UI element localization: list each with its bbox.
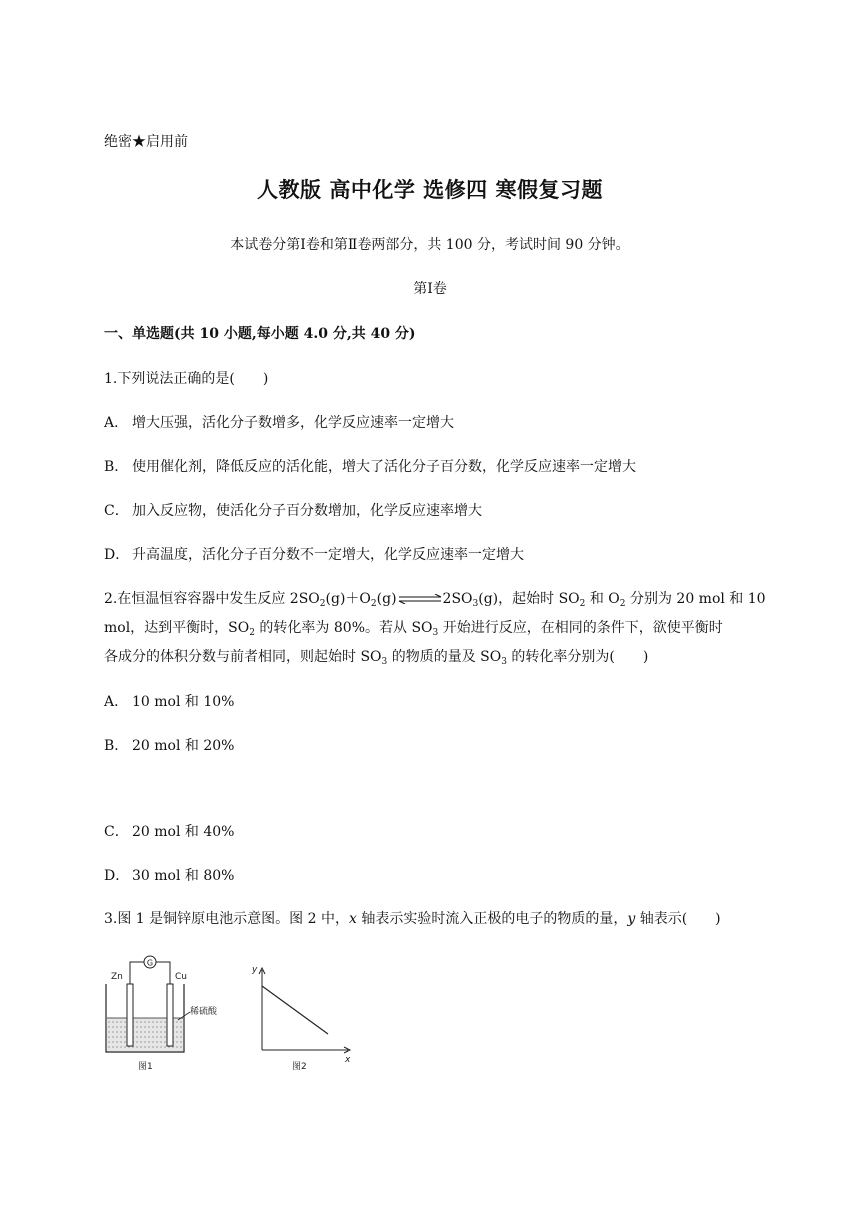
zn-label: Zn: [111, 972, 123, 982]
option-label: A．: [104, 415, 129, 431]
volume-label: 第Ⅰ卷: [413, 281, 447, 297]
option-text: 加入反应物，使活化分子百分数增加，化学反应速率增大: [132, 503, 482, 519]
confidential-mark: 绝密★启用前: [104, 134, 188, 150]
equilibrium-arrow-icon: [397, 594, 443, 604]
option-label: D．: [104, 868, 130, 884]
option-text: 20 mol 和 20%: [132, 738, 235, 754]
question-1-stem: 1.下列说法正确的是( ): [104, 371, 269, 387]
question-3-stem: 3.图 1 是铜锌原电池示意图。图 2 中，x 轴表示实验时流入正极的电子的物质的量，y 轴表示( ): [104, 911, 721, 927]
question-2-line-2: mol，达到平衡时，$SO_2$ 的转化率为 80%。若从 $SO_3$ 开始进行反应，在相同的条件下，欲使平衡时: [104, 620, 723, 638]
question-1-option-b: [104, 456, 636, 476]
question-1-option-c: [104, 500, 482, 520]
option-text: 升高温度，活化分子百分数不一定增大，化学反应速率一定增大: [132, 547, 524, 563]
question-1-option-d: [104, 544, 524, 564]
figure-1-cell-diagram: [106, 956, 218, 1072]
option-label: B．: [104, 738, 129, 754]
option-label: B．: [104, 459, 129, 475]
question-2-line-3: 各成分的体积分数与前者相同，则起始时 $SO_3$ 的物质的量及 $SO_3$ 的转化率分别为( ): [104, 649, 649, 667]
option-text: 10 mol 和 10%: [132, 694, 235, 710]
question-2-option-c: [104, 821, 234, 841]
question-2-option-a: [104, 691, 234, 711]
option-label: C．: [104, 824, 129, 840]
decreasing-line: [262, 986, 328, 1034]
galvanometer-label: G: [146, 958, 154, 968]
cu-label: Cu: [175, 972, 187, 982]
option-label: A．: [104, 694, 129, 710]
question-2-option-d: [104, 865, 234, 885]
acid-label: 稀硫酸: [190, 1007, 218, 1017]
option-text: 增大压强，活化分子数增多，化学反应速率一定增大: [132, 415, 454, 431]
figure-2-graph: [251, 965, 351, 1072]
question-1-option-a: [104, 412, 454, 432]
page-title: 人教版 高中化学 选修四 寒假复习题: [257, 178, 603, 202]
figure-1-caption: 图1: [138, 1062, 153, 1072]
y-axis-label: y: [252, 965, 258, 975]
option-label: D．: [104, 547, 130, 563]
option-text: 20 mol 和 40%: [132, 824, 235, 840]
option-label: C．: [104, 503, 129, 519]
question-2-line-1: 2.在恒温恒容容器中发生反应 $2SO_2(g)+O_2(g)$ $2SO_3(g)$，起始时 $SO_2$ 和 $O_2$ 分别为 20 mol 和 10: [104, 591, 766, 609]
figure-2-caption: 图2: [292, 1062, 307, 1072]
exam-intro: 本试卷分第Ⅰ卷和第Ⅱ卷两部分，共 100 分，考试时间 90 分钟。: [230, 237, 630, 253]
option-text: 使用催化剂，降低反应的活化能，增大了活化分子百分数，化学反应速率一定增大: [132, 459, 636, 475]
option-text: 30 mol 和 80%: [132, 868, 235, 884]
question-2-option-b: [104, 735, 234, 755]
section-title: 一、单选题(共 10 小题,每小题 4.0 分,共 40 分): [104, 326, 416, 342]
figure-galvanic-cell: [102, 952, 372, 1077]
x-axis-label: x: [345, 1055, 351, 1065]
